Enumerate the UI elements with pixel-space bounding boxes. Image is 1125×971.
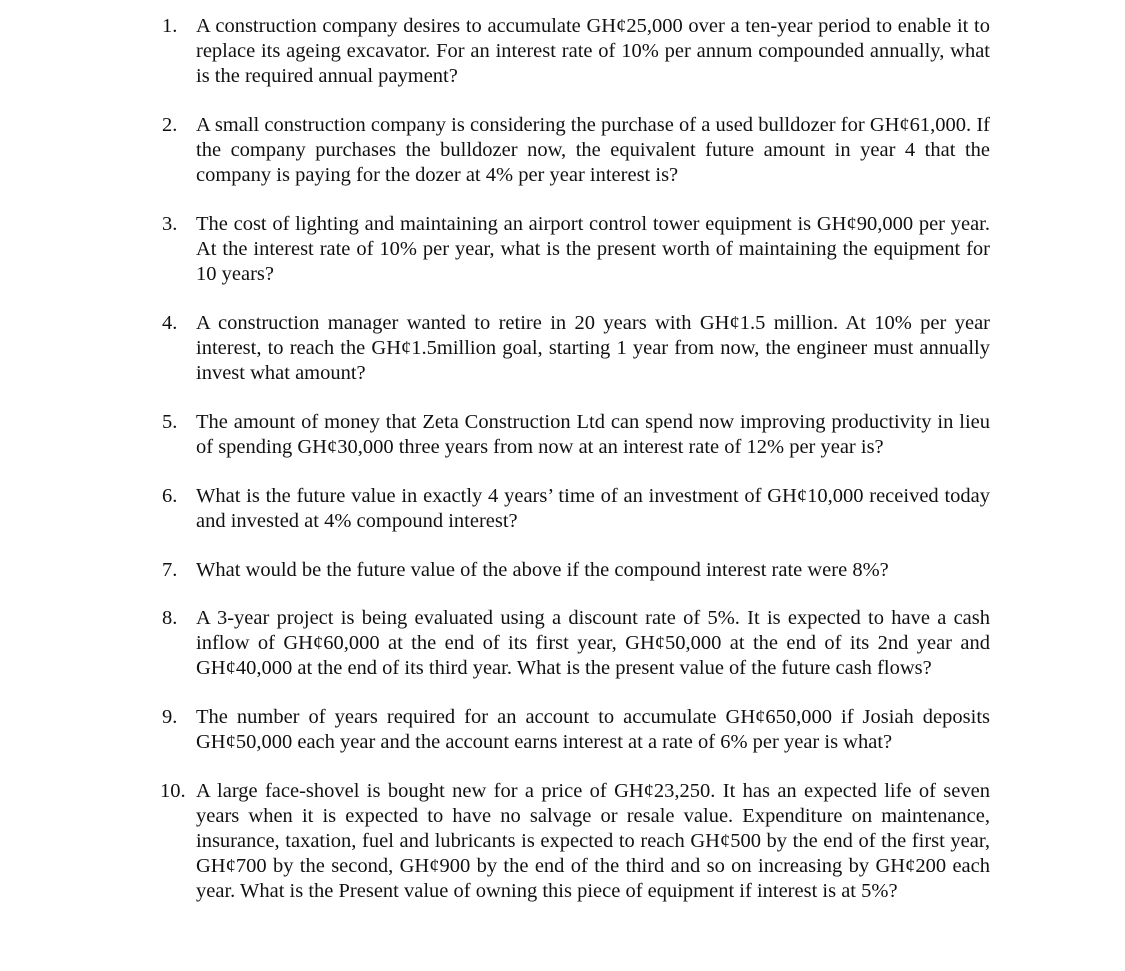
question-text: A 3-year project is being evaluated using a discount rate of 5%. It is expected to have a cash inflow of GH¢60,000 at the end of its first year, GH¢50,000 at the end of its 2nd year and GH¢40,000 at the end of its third year. What is the present value of the future cash flows? (196, 607, 990, 679)
question-number: 2. (162, 114, 178, 136)
question-text: A large face-shovel is bought new for a price of GH¢23,250. It has an expected life of seven years when it is expected to have no salvage or resale value. Expenditure on maintenance, insurance, taxation, fuel and lubricants is expected to reach GH¢500 by the end of the first year, GH¢700 by the second, GH¢900 by the end of the third and so on increasing by GH¢200 each year. What is the Present value of owning this piece of equipment if interest is at 5%? (196, 780, 990, 902)
question-number: 7. (162, 559, 178, 581)
question-number: 9. (162, 706, 178, 728)
question-number: 4. (162, 312, 178, 334)
question-list (160, 14, 990, 928)
question-item-9 (160, 705, 990, 755)
question-text: What would be the future value of the above if the compound interest rate were 8%? (196, 559, 889, 581)
question-item-5 (160, 410, 990, 460)
question-number: 10. (160, 780, 186, 802)
question-text: What is the future value in exactly 4 years’ time of an investment of GH¢10,000 received today and invested at 4% compound interest? (196, 485, 990, 532)
question-item-3 (160, 212, 990, 287)
question-number: 1. (162, 15, 178, 37)
question-text: A construction company desires to accumulate GH¢25,000 over a ten-year period to enable it to replace its ageing excavator. For an interest rate of 10% per annum compounded annually, what is the required annual payment? (196, 15, 990, 87)
question-number: 8. (162, 607, 178, 629)
question-text: A small construction company is considering the purchase of a used bulldozer for GH¢61,000. If the company purchases the bulldozer now, the equivalent future amount in year 4 that the company is paying for the dozer at 4% per year interest is? (196, 114, 990, 186)
question-number: 6. (162, 485, 178, 507)
question-text: A construction manager wanted to retire in 20 years with GH¢1.5 million. At 10% per year interest, to reach the GH¢1.5million goal, starting 1 year from now, the engineer must annually invest what amount? (196, 312, 990, 384)
question-text: The number of years required for an account to accumulate GH¢650,000 if Josiah deposits GH¢50,000 each year and the account earns interest at a rate of 6% per year is what? (196, 706, 990, 753)
question-item-1 (160, 14, 990, 89)
question-text: The amount of money that Zeta Construction Ltd can spend now improving productivity in lieu of spending GH¢30,000 three years from now at an interest rate of 12% per year is? (196, 411, 990, 458)
question-text: The cost of lighting and maintaining an airport control tower equipment is GH¢90,000 per year. At the interest rate of 10% per year, what is the present worth of maintaining the equipment for 10 years? (196, 213, 990, 285)
question-item-8 (160, 606, 990, 681)
question-item-10 (160, 779, 990, 904)
question-item-4 (160, 311, 990, 386)
question-number: 3. (162, 213, 178, 235)
question-item-7 (160, 558, 990, 583)
question-item-2 (160, 113, 990, 188)
question-number: 5. (162, 411, 178, 433)
question-item-6 (160, 484, 990, 534)
